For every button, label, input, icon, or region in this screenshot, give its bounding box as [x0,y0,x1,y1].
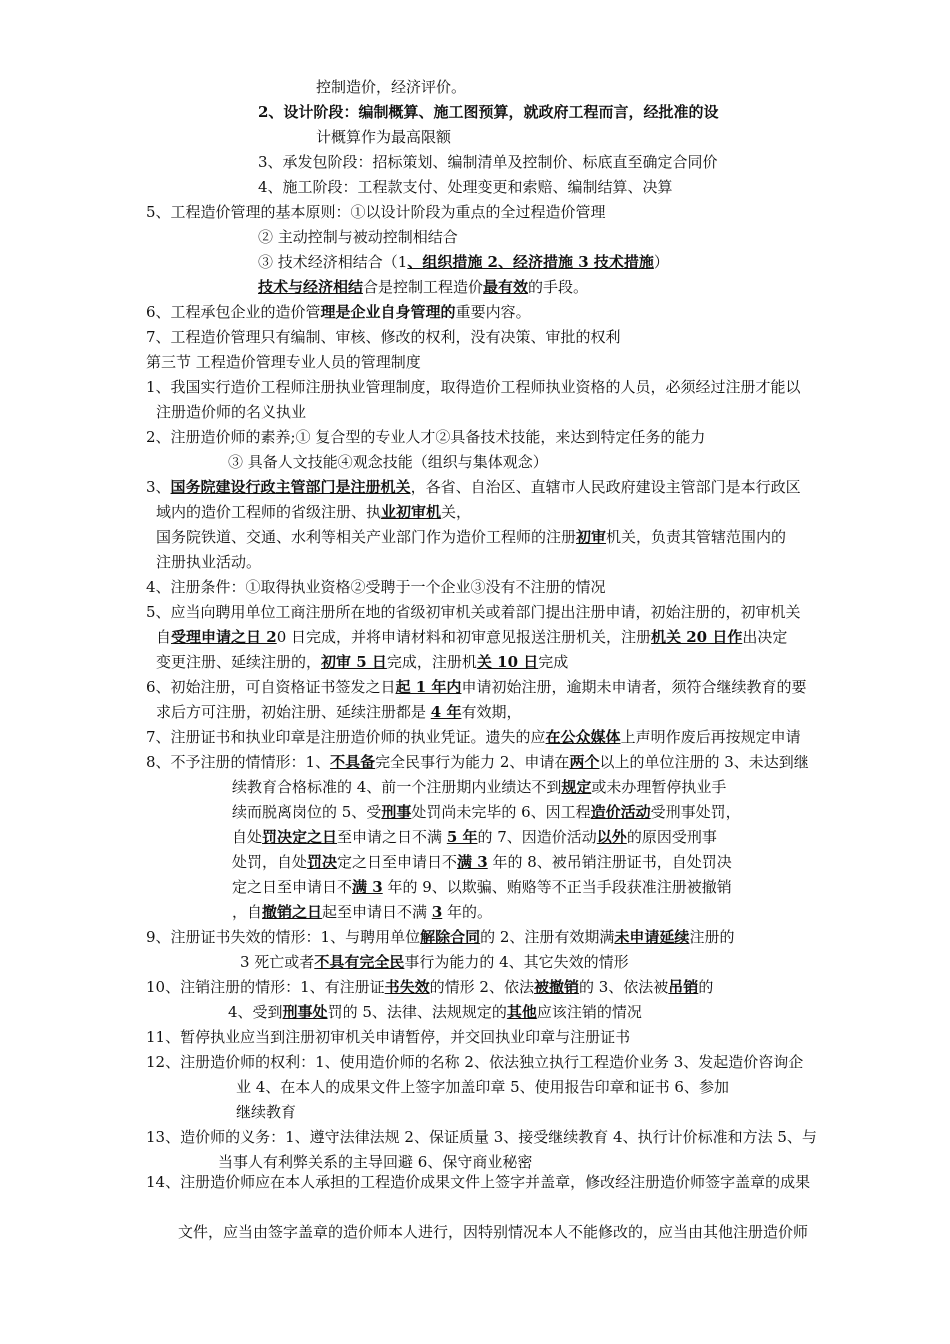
text-run: 不具有完全民 [314,953,405,971]
text-line [228,452,548,472]
text-run: ） [653,253,669,271]
text-run: ，自 [232,903,263,921]
text-run: 撤销之日 [262,903,323,921]
text-line [156,702,521,722]
text-run: 书失效 [384,978,430,996]
text-line [146,927,734,947]
text-run: 年的 9、以欺骗、贿赂等不正当手段获准注册被撤销 [382,878,732,896]
text-line [258,252,669,272]
text-run: 业 4、在本人的成果文件上签字加盖印章 5、使用报告印章和证书 6、参加 [236,1078,729,1096]
text-run: 刑事 [381,803,412,821]
text-run: 技术与经济相结 [258,278,364,296]
text-run: 国务院建设行政主管部门是注册机关 [170,478,411,496]
text-line [258,227,458,247]
text-line [258,102,718,122]
text-run: 年的 8、被吊销注册证书，自处罚决 [487,853,732,871]
text-run: 3 死亡或者 [240,953,315,971]
text-run: 或未办理暂停执业手 [591,778,727,796]
text-run: 注册的 [689,928,735,946]
text-run: 域内的造价工程师的省级注册、执 [156,503,382,521]
text-run: ③ 具备人文技能④观念技能（组织与集体观念） [228,453,548,471]
text-run: 2、设计阶段：编制概算、施工图预算，就政府工程而言，经批准的设 [258,103,719,121]
text-line [232,902,492,922]
text-run: 的 [698,978,714,996]
text-line [258,152,718,172]
text-run: 13、造价师的义务：1、遵守法律法规 2、保证质量 3、接受继续教育 4、执行计价标准和方法 5、与 [146,1128,817,1146]
text-run: 4 年 [430,703,462,721]
text-run: 自处 [232,828,263,846]
text-run: 满 3 [457,853,488,871]
text-line [156,527,786,547]
text-run: 的 3、依法被 [578,978,669,996]
text-line [240,952,629,972]
text-line [146,977,713,997]
text-run: 初审 [576,528,607,546]
text-line [232,802,741,822]
text-run: 定之日至申请日不 [337,853,458,871]
text-line [146,1027,630,1047]
text-run: 5、应当向聘用单位工商注册所在地的省级初审机关或着部门提出注册申请，初始注册的，初审机关 [146,603,801,621]
text-run: 造价活动 [590,803,651,821]
text-run: 计概算作为最高限额 [316,128,452,146]
text-line [146,577,606,597]
text-run: 续教育合格标准的 4、前一个注册期内业绩达不到 [232,778,562,796]
text-run: 其他 [506,1003,537,1021]
text-run: 处罚尚未完毕的 6、因工程 [411,803,591,821]
text-run: 理是企业自身管理的 [320,303,456,321]
text-run: 被撤销 [533,978,579,996]
text-run: 3、承发包阶段：招标策划、编制清单及控制价、标底直至确定合同价 [258,153,718,171]
text-line [232,777,726,797]
text-run: 8、不予注册的情情形：1、 [146,753,331,771]
text-line [232,827,717,847]
text-run: 、组织措施 2、经济措施 3 技术措施 [407,253,654,271]
text-run: 4、受到 [228,1003,283,1021]
text-run: 自 [156,628,172,646]
text-run: 14、注册造价师应在本人承担的工程造价成果文件上签字并盖章，修改经注册造价师签字盖章的成果 [146,1173,811,1191]
text-paragraph [146,1172,886,1192]
text-run: 3 [431,903,443,921]
text-run: 变更注册、延续注册的， [156,653,322,671]
text-line [236,1077,729,1097]
text-run: 5 年 [446,828,478,846]
text-line [232,852,732,872]
text-run: ② 主动控制与被动控制相结合 [258,228,458,246]
text-run: 7、注册证书和执业印章是注册造价师的执业凭证。遗失的应 [146,728,546,746]
text-line [146,677,806,697]
text-paragraph [146,1222,886,1242]
text-run: 机关，负责其管辖范围内的 [606,528,787,546]
text-run: 3、 [146,478,171,496]
text-run: 10、注销注册的情形：1、有注册证 [146,978,385,996]
text-line [146,427,705,447]
text-run: 吊销 [668,978,699,996]
text-run: 在公众媒体 [545,728,621,746]
text-run: 12、注册造价师的权利：1、使用造价师的名称 2、依法独立执行工程造价业务 3、发起造价咨询企 [146,1053,804,1071]
text-run: 有效期， [461,703,522,721]
text-line [146,302,531,322]
text-run: 继续教育 [236,1103,297,1121]
text-line [146,327,621,347]
text-run: 的 7、因造价活动 [477,828,597,846]
text-run: 起 1 年内 [395,678,462,696]
text-run: 以外 [596,828,627,846]
text-run: 文件，应当由签字盖章的造价师本人进行，因特别情况本人不能修改的，应当由其他注册造价师 [178,1223,809,1241]
text-line [146,727,801,747]
text-run: ，各省、自治区、直辖市人民政府建设主管部门是本行政区 [410,478,801,496]
text-run: 关， [441,503,472,521]
text-run: 4、注册条件：①取得执业资格②受聘于一个企业③没有不注册的情况 [146,578,606,596]
text-run: 罚决 [307,853,338,871]
text-run: 的原因受刑事 [626,828,717,846]
text-line [316,127,451,147]
text-line [156,652,568,672]
text-run: 受刑事处罚， [650,803,741,821]
text-run: 以上的单位注册的 3、未达到继 [599,753,809,771]
text-run: 9、注册证书失效的情形：1、与聘用单位 [146,928,421,946]
text-run: 4、施工阶段：工程款支付、处理变更和索赔、编制结算、决算 [258,178,673,196]
text-run: 控制造价，经济评价。 [316,78,467,96]
text-run: 申请初始注册，逾期未申请者，须符合继续教育的要 [461,678,807,696]
text-run: 初审 5 日 [321,653,387,671]
text-run: 1、我国实行造价工程师注册执业管理制度，取得造价工程师执业资格的人员，必须经过注册才能以 [146,378,801,396]
text-line [218,1152,532,1172]
text-run: 满 3 [352,878,383,896]
text-line [146,477,801,497]
text-run: 不具备 [330,753,376,771]
text-run: 5、工程造价管理的基本原则：①以设计阶段为重点的全过程造价管理 [146,203,606,221]
text-line [232,877,732,897]
section-heading [146,352,421,372]
text-run: 当事人有利弊关系的主导回避 6、保守商业秘密 [218,1153,533,1171]
text-run: 完全民事行为能力 2、申请在 [375,753,570,771]
text-run: 罚决定之日 [262,828,338,846]
text-run: 年的。 [442,903,493,921]
text-line [156,627,787,647]
text-run: 罚的 5、法律、法规规定的 [327,1003,507,1021]
text-line [156,552,261,572]
text-run: 至申请之日不满 [337,828,447,846]
text-run: 11、暂停执业应当到注册初审机关申请暂停，并交回执业印章与注册证书 [146,1028,631,1046]
text-run: 处罚，自处 [232,853,308,871]
text-run: 7、工程造价管理只有编制、审核、修改的权利，没有决策、审批的权利 [146,328,621,346]
text-run: 6、工程承包企业的造价管 [146,303,321,321]
text-run: 求后方可注册，初始注册、延续注册都是 [156,703,431,721]
text-run: 上声明作废后再按规定申请 [620,728,801,746]
text-run: 合是控制工程造价 [363,278,484,296]
text-run: 规定 [561,778,592,796]
text-line [156,402,306,422]
text-line [146,377,801,397]
text-run: 完成，注册机 [386,653,477,671]
text-run: 解除合同 [420,928,481,946]
text-line [156,502,471,522]
text-run: 的手段。 [528,278,589,296]
text-line [316,77,466,97]
text-run: 的情形 2、依法 [429,978,534,996]
text-run: 应该注销的情况 [536,1003,642,1021]
text-run: 未申请延续 [614,928,690,946]
text-run: 起至申请日不满 [322,903,432,921]
text-line [236,1102,296,1122]
text-line [258,277,588,297]
text-run: 出决定 [742,628,788,646]
text-run: 6、初始注册，可自资格证书签发之日 [146,678,396,696]
text-run: 国务院铁道、交通、水利等相关产业部门作为造价工程师的注册 [156,528,577,546]
text-line [146,602,801,622]
text-run: 0 日完成，并将申请材料和初审意见报送注册机关，注册 [276,628,652,646]
text-run: 重要内容。 [455,303,531,321]
text-run: 事行为能力的 4、其它失效的情形 [404,953,629,971]
text-run: 注册执业活动。 [156,553,262,571]
text-run: 两个 [569,753,600,771]
text-run: 的 2、注册有效期满 [480,928,615,946]
text-run: 机关 20 日作 [651,628,743,646]
text-run: 续而脱离岗位的 5、受 [232,803,382,821]
text-run: 最有效 [483,278,529,296]
text-run: ③ 技术经济相结合（1 [258,253,408,271]
text-run: 完成 [538,653,569,671]
text-line [146,202,606,222]
text-line [146,1052,803,1072]
text-line [146,1127,817,1147]
text-run: 第三节 工程造价管理专业人员的管理制度 [146,353,421,371]
text-run: 关 10 日 [476,653,539,671]
text-line [258,177,673,197]
text-run: 业初审机 [381,503,442,521]
text-line [146,752,809,772]
text-run: 定之日至申请日不 [232,878,353,896]
text-run: 2、注册造价师的素养;① 复合型的专业人才②具备技术技能，来达到特定任务的能力 [146,428,706,446]
text-line [228,1002,642,1022]
text-run: 受理申请之日 2 [171,628,277,646]
text-run: 注册造价师的名义执业 [156,403,307,421]
text-run: 刑事处 [282,1003,328,1021]
